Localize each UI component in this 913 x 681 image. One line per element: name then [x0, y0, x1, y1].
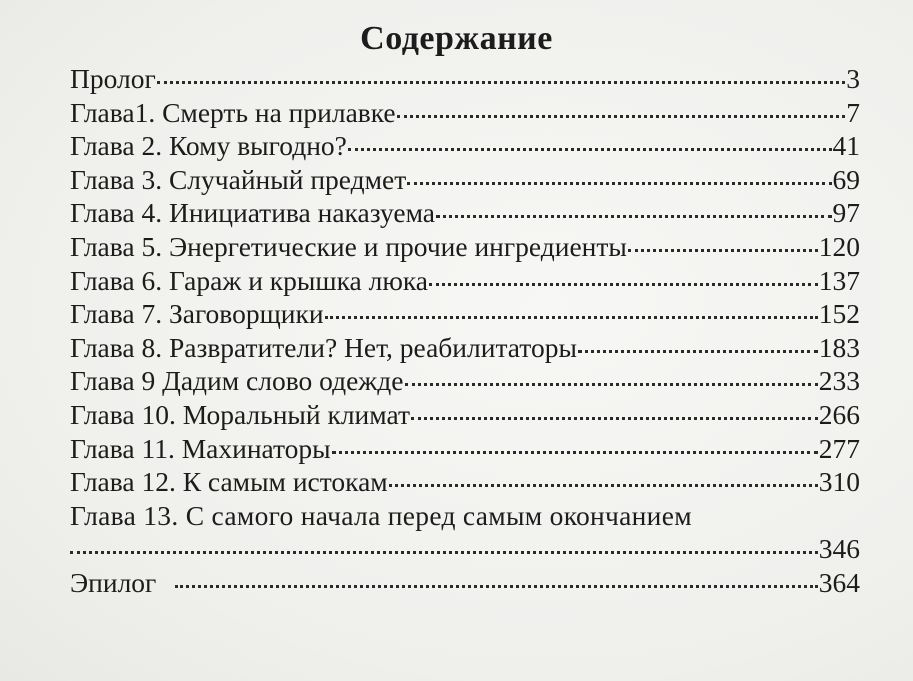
toc-entry-page: 137 [818, 264, 860, 296]
toc-entry-chapter-8 [70, 331, 860, 365]
toc-entry-page: 7 [846, 96, 860, 128]
toc-entry-chapter-10 [70, 398, 860, 432]
toc-entry-page: 97 [832, 197, 860, 229]
toc-entry-chapter-13-page [70, 532, 860, 566]
toc-entry-page: 277 [818, 432, 860, 464]
toc-entry-label: Глава 6. Гараж и крышка люка [70, 264, 429, 296]
toc-entry-label: Глава 3. Случайный предмет [70, 163, 407, 195]
toc-entry-chapter-13-title [70, 499, 860, 533]
toc-entry-label: Глава 12. К самым истокам [70, 466, 388, 498]
toc-entry-label: Пролог [70, 63, 156, 94]
toc-entry-chapter-4 [70, 196, 860, 230]
toc-entry-chapter-11 [70, 432, 860, 466]
toc-entry-chapter-2 [70, 129, 860, 163]
toc-entry-chapter-7 [70, 297, 860, 331]
toc-entry-label: Глава 5. Энергетические и прочие ингредиенты [70, 230, 627, 262]
dot-leader [578, 350, 818, 353]
toc-entry-page: 152 [818, 298, 860, 330]
toc-entry-page: 3 [846, 63, 860, 94]
toc-entry-label: Глава 2. Кому выгодно? [70, 130, 347, 162]
table-of-contents [70, 62, 860, 600]
dot-leader [628, 249, 818, 252]
dot-leader [411, 417, 818, 420]
toc-entry-label: Глава 4. Инициатива наказуема [70, 197, 435, 229]
toc-entry-label: Глава 9 Дадим слово одежде [70, 365, 404, 397]
toc-entry-page: 183 [818, 331, 860, 363]
toc-entry-label: Глава 7. Заговорщики [70, 298, 324, 330]
toc-entry-chapter-9 [70, 364, 860, 398]
toc-entry-chapter-5 [70, 230, 860, 264]
toc-entry-page: 346 [818, 533, 860, 565]
toc-entry-chapter-3 [70, 163, 860, 197]
dot-leader [332, 451, 818, 454]
dot-leader [175, 585, 817, 588]
dot-leader [70, 551, 818, 554]
toc-entry-page: 41 [832, 130, 860, 162]
dot-leader [436, 215, 832, 218]
dot-leader [429, 283, 818, 286]
toc-entry-label: Глава 13. С самого начала перед самым окончанием [70, 499, 692, 531]
toc-entry-prologue [70, 62, 860, 96]
dot-leader [405, 383, 818, 386]
toc-entry-epilogue [70, 566, 860, 600]
dot-leader [407, 182, 831, 185]
dot-leader [348, 148, 832, 151]
toc-entry-label: Глава 8. Развратители? Нет, реабилитаторы [70, 331, 577, 363]
dot-leader [397, 115, 846, 118]
toc-entry-chapter-6 [70, 264, 860, 298]
toc-entry-page: 69 [832, 163, 860, 195]
toc-entry-label: Эпилог [70, 566, 157, 598]
toc-entry-chapter-12 [70, 465, 860, 499]
toc-entry-page: 364 [818, 566, 860, 598]
toc-entry-label: Глава 10. Моральный климат [70, 398, 411, 430]
dot-leader [389, 484, 818, 487]
toc-entry-page: 233 [818, 365, 860, 397]
toc-entry-chapter-1 [70, 96, 860, 130]
toc-entry-page: 266 [818, 398, 860, 430]
dot-leader [157, 81, 846, 84]
toc-entry-page: 310 [818, 466, 860, 498]
dot-leader [325, 316, 818, 319]
toc-entry-page: 120 [818, 230, 860, 262]
toc-entry-label: Глава1. Смерть на прилавке [70, 96, 396, 128]
toc-entry-label: Глава 11. Махинаторы [70, 432, 331, 464]
page-title: Содержание [360, 20, 553, 57]
